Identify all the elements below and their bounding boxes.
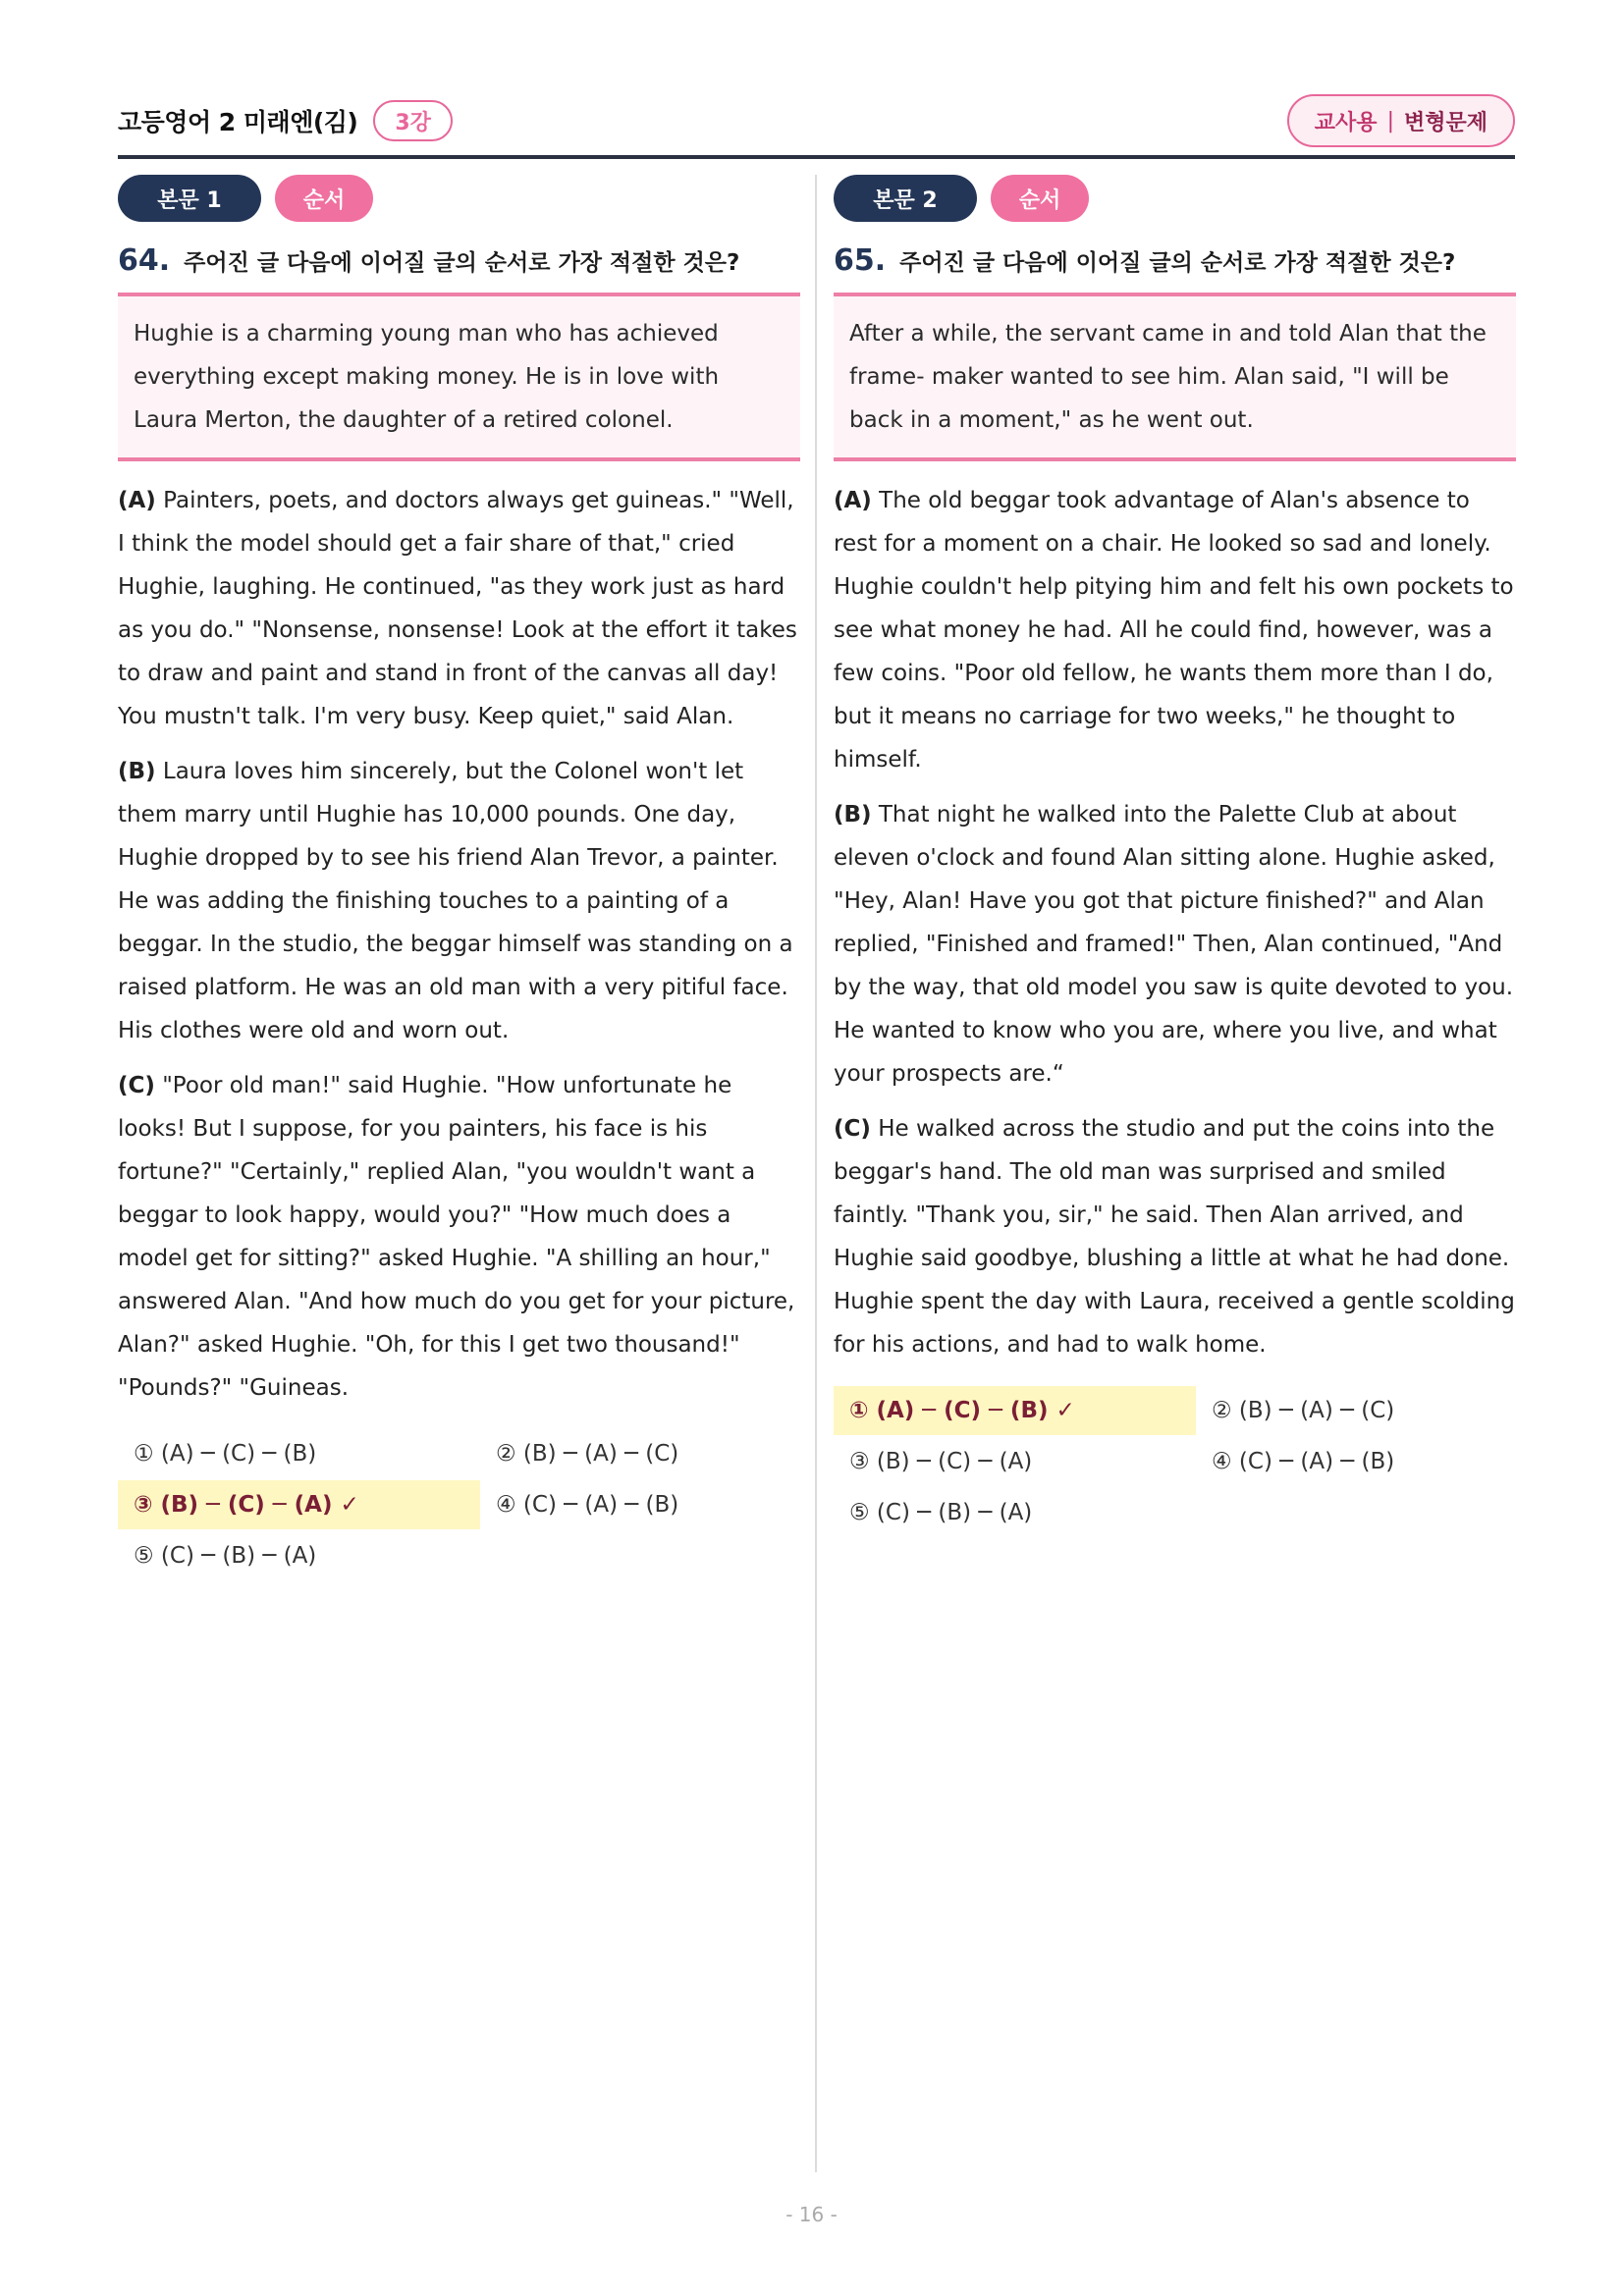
- role-label: 교사용: [1314, 110, 1378, 135]
- passage-label: (C): [834, 1116, 871, 1142]
- question-65-column: [834, 175, 1516, 1537]
- passage-text: The old beggar took advantage of Alan's absence to rest for a moment on a chair. He looked so sad and lonely. Hughie couldn't help pitying him and felt his own pockets to see what money he had. All he could find, however, was a few coins. "Poor old fellow, he wants them more than I do, but it means no carriage for two weeks," he thought to himself.: [834, 488, 1514, 773]
- given-text-box: After a while, the servant came in and told Alan that the frame- maker wanted to see him. Alan said, "I will be back in a moment," as he went out.: [834, 293, 1516, 461]
- passage-a: [834, 479, 1516, 781]
- choice-5[interactable]: ⑤ (C) ─ (B) ─ (A): [134, 1543, 317, 1569]
- teacher-badge: [1287, 94, 1515, 147]
- passage-b: [118, 750, 800, 1052]
- choice-5[interactable]: ⑤ (C) ─ (B) ─ (A): [849, 1500, 1033, 1525]
- header-left: [118, 100, 453, 141]
- choice-3-correct[interactable]: ③ (B) ─ (C) ─ (A) ✓: [118, 1480, 480, 1529]
- header-rule: [118, 155, 1515, 159]
- passage-label: (C): [118, 1073, 155, 1098]
- type-tag: 순서: [275, 175, 373, 222]
- passage-tag: 본문 2: [834, 175, 977, 222]
- question-tags: [834, 175, 1516, 222]
- question-number: 64.: [118, 243, 171, 278]
- question-tags: [118, 175, 800, 222]
- question-heading: [118, 243, 800, 287]
- passage-list: [834, 479, 1516, 1366]
- choice-1[interactable]: ① (A) ─ (C) ─ (B): [134, 1441, 317, 1467]
- choice-4[interactable]: ④ (C) ─ (A) ─ (B): [496, 1492, 679, 1518]
- question-heading: [834, 243, 1516, 287]
- passage-text: "Poor old man!" said Hughie. "How unfortunate he looks! But I suppose, for you painters, his face is his fortune?" "Certainly," replied Alan, "you wouldn't want a beggar to look happy, would you?" "How much does a model get for sitting?" asked Hughie. "A shilling an hour," answered Alan. "And how much do you get for your picture, Alan?" asked Hughie. "Oh, for this I get two thousand!" "Pounds?" "Guineas.: [118, 1073, 795, 1401]
- answer-choices: [118, 1429, 800, 1580]
- passage-label: (A): [118, 488, 156, 513]
- column-divider: [815, 175, 817, 2172]
- passage-label: (B): [118, 759, 156, 784]
- type-label: 변형문제: [1403, 110, 1488, 135]
- page-header: [118, 98, 1515, 153]
- question-prompt: 주어진 글 다음에 이어질 글의 순서로 가장 적절한 것은?: [184, 250, 740, 276]
- question-64-column: [118, 175, 800, 1580]
- choice-2[interactable]: ② (B) ─ (A) ─ (C): [1212, 1398, 1395, 1423]
- given-text-box: Hughie is a charming young man who has achieved everything except making money. He is in love with Laura Merton, the daughter of a retired colonel.: [118, 293, 800, 461]
- choice-1-correct[interactable]: ① (A) ─ (C) ─ (B) ✓: [834, 1386, 1196, 1435]
- passage-text: He walked across the studio and put the coins into the beggar's hand. The old man was surprised and smiled faintly. "Thank you, sir," he said. Then Alan arrived, and Hughie said goodbye, blushing a little at what he had done. Hughie spent the day with Laura, received a gentle scolding for his actions, and had to walk home.: [834, 1116, 1515, 1358]
- passage-label: (A): [834, 488, 872, 513]
- question-prompt: 주어진 글 다음에 이어질 글의 순서로 가장 적절한 것은?: [899, 250, 1456, 276]
- choice-3[interactable]: ③ (B) ─ (C) ─ (A): [849, 1449, 1033, 1474]
- passage-label: (B): [834, 802, 872, 828]
- choice-2[interactable]: ② (B) ─ (A) ─ (C): [496, 1441, 679, 1467]
- page-number: - 16 -: [785, 2203, 838, 2226]
- type-tag: 순서: [991, 175, 1089, 222]
- badge-separator: |: [1386, 108, 1394, 133]
- passage-tag: 본문 1: [118, 175, 261, 222]
- passage-b: [834, 793, 1516, 1095]
- choice-4[interactable]: ④ (C) ─ (A) ─ (B): [1212, 1449, 1395, 1474]
- passage-text: Painters, poets, and doctors always get guineas." "Well, I think the model should get a fair share of that," cried Hughie, laughing. He continued, "as they work just as hard as you do." "Nonsense, nonsense! Look at the effort it takes to draw and paint and stand in front of the canvas all day! You mustn't talk. I'm very busy. Keep quiet," said Alan.: [118, 488, 797, 729]
- passage-a: [118, 479, 800, 738]
- question-number: 65.: [834, 243, 887, 278]
- lesson-badge: 3강: [373, 100, 453, 141]
- passage-list: [118, 479, 800, 1410]
- passage-c: [834, 1107, 1516, 1366]
- passage-text: That night he walked into the Palette Club at about eleven o'clock and found Alan sitting alone. Hughie asked, "Hey, Alan! Have you got that picture finished?" and Alan replied, "Finished and framed!" Then, Alan continued, "And by the way, that old model you saw is quite devoted to you. He wanted to know who you are, where you live, and what your prospects are.“: [834, 802, 1514, 1087]
- document-title: 고등영어 2 미래엔(김): [118, 108, 358, 136]
- passage-text: Laura loves him sincerely, but the Colonel won't let them marry until Hughie has 10,000 pounds. One day, Hughie dropped by to see his friend Alan Trevor, a painter. He was adding the finishing touches to a painting of a beggar. In the studio, the beggar himself was standing on a raised platform. He was an old man with a very pitiful face. His clothes were old and worn out.: [118, 759, 793, 1043]
- passage-c: [118, 1064, 800, 1410]
- answer-choices: [834, 1386, 1516, 1537]
